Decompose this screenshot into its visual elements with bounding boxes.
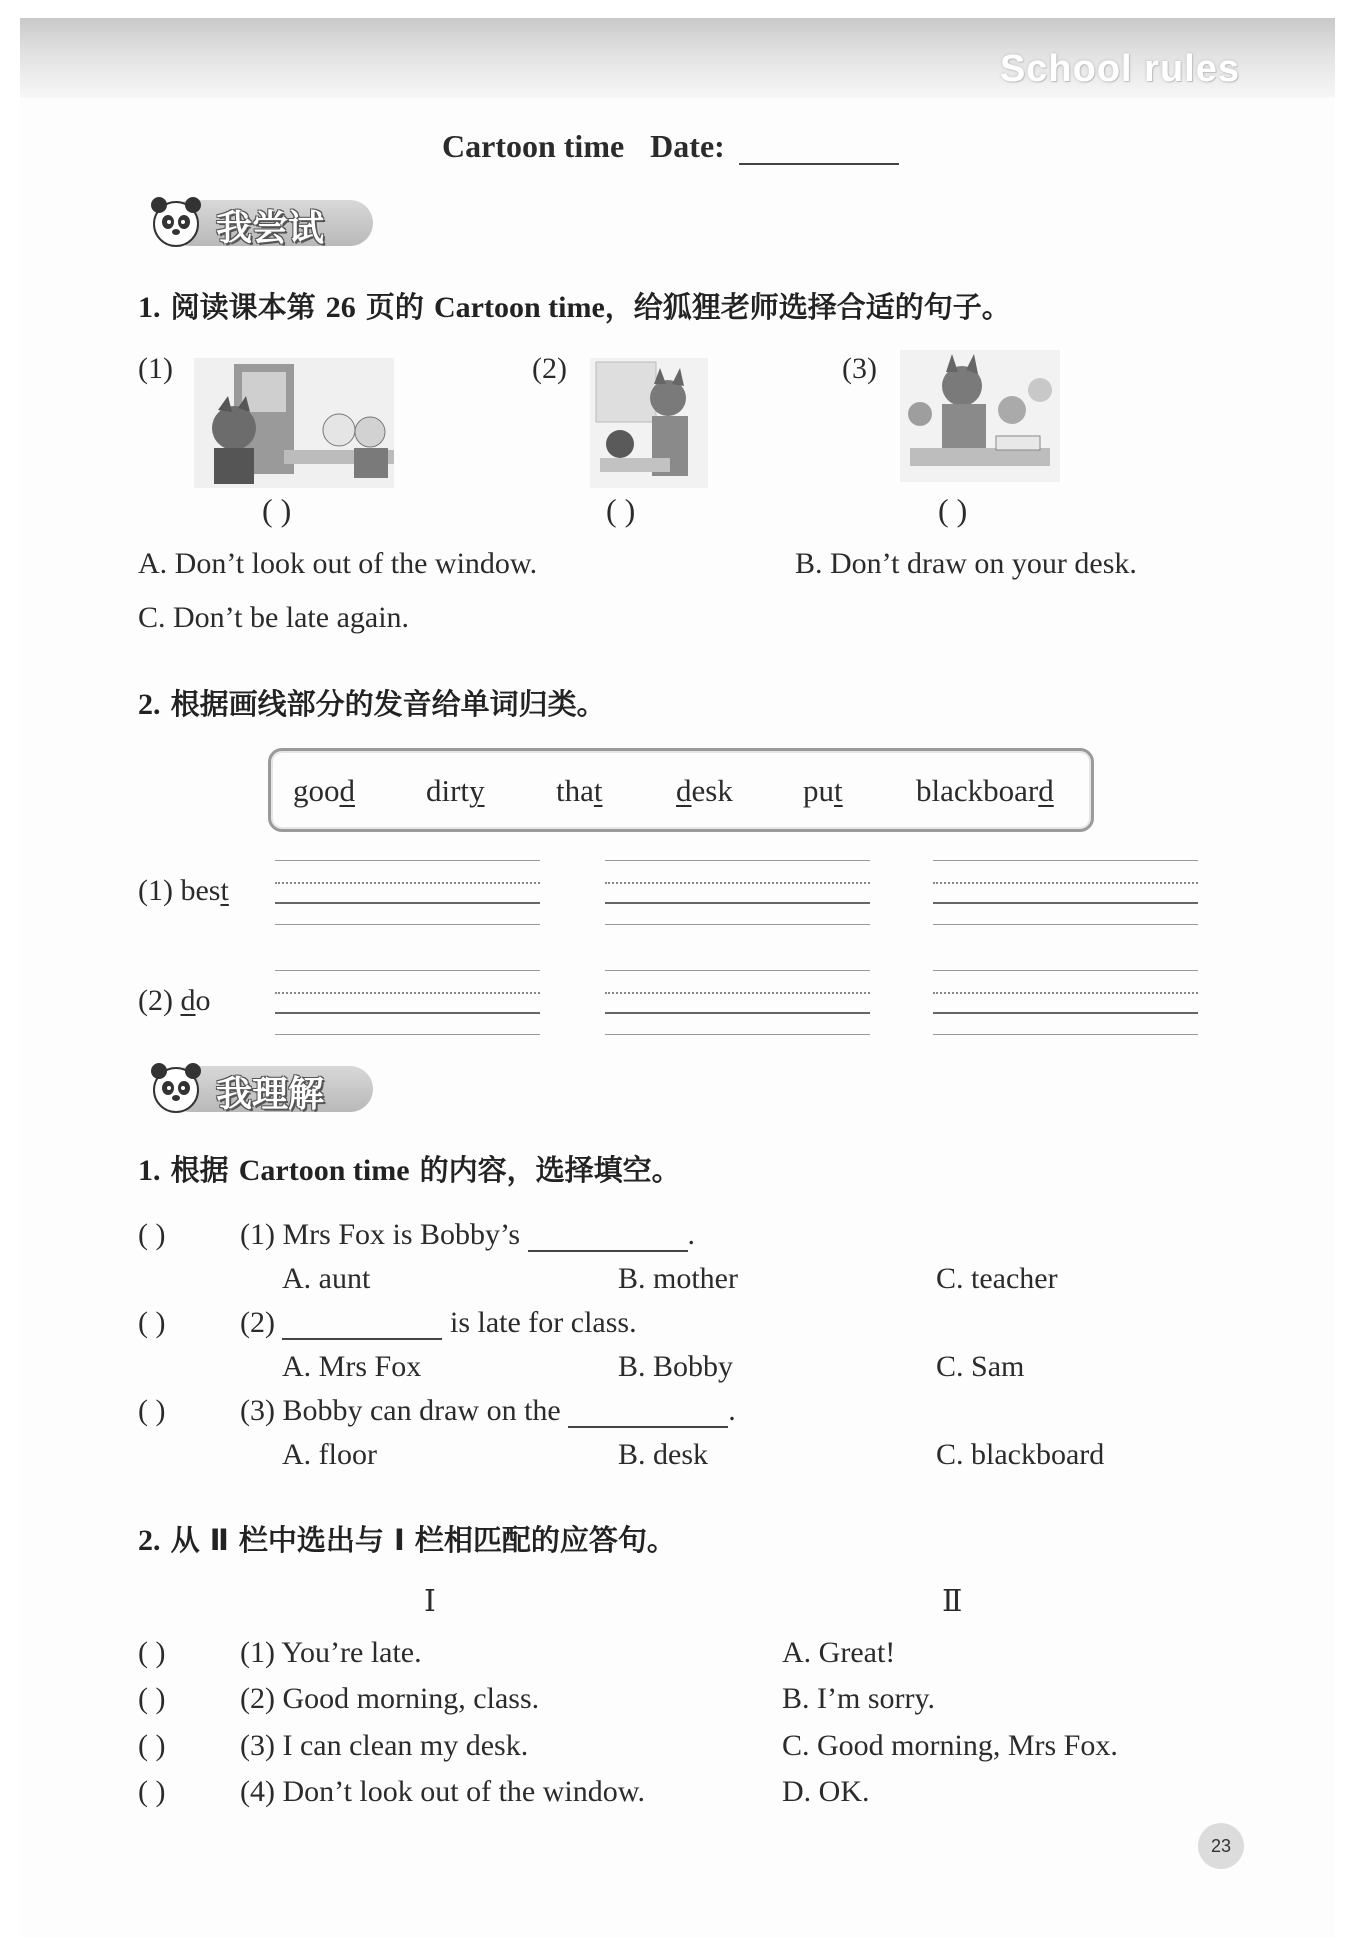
word-bank [268, 748, 1094, 832]
title-part: 根据 [170, 1153, 229, 1187]
fox-at-window-illustration [590, 358, 708, 488]
match-left-2: (2) Good morning, class. [240, 1682, 540, 1715]
mc-option: B. mother [618, 1262, 738, 1295]
match-right-c: C. Good morning, Mrs Fox. [782, 1729, 1118, 1762]
mc-option: C. teacher [936, 1262, 1058, 1295]
match-right-b: B. I’m sorry. [782, 1682, 936, 1715]
title-part: 阅读课本第 [170, 290, 316, 324]
mc-option: C. Sam [936, 1350, 1025, 1383]
option-b: B. Don’t draw on your desk. [795, 547, 1137, 580]
match-left-1: (1) You’re late. [240, 1636, 422, 1669]
question-number: 2. [138, 688, 161, 721]
question-number: 1. [138, 291, 161, 324]
section-badge-understand [138, 1058, 378, 1116]
answer-paren[interactable]: ( ) [138, 1306, 166, 1339]
page-title [442, 128, 899, 165]
panda-icon [146, 1058, 206, 1118]
answer-paren[interactable]: ( ) [138, 1682, 166, 1715]
answer-paren[interactable]: ( ) [138, 1394, 166, 1427]
answer-paren[interactable]: ( ) [138, 1729, 166, 1762]
section-badge-try [138, 192, 378, 250]
s1-q1-title [138, 285, 1011, 326]
unit-label: School rules [999, 48, 1240, 90]
fill-blank[interactable] [282, 1338, 442, 1340]
question-number: 1. [138, 1154, 161, 1187]
answer-paren[interactable]: ( ) [138, 1636, 166, 1669]
mc-option: C. blackboard [936, 1438, 1105, 1471]
match-left-3: (3) I can clean my desk. [240, 1729, 529, 1762]
option-c: C. Don’t be late again. [138, 601, 410, 634]
mc-option: A. aunt [282, 1262, 371, 1295]
page-ref: 26 [325, 291, 356, 324]
category-row-1-label: (1) best [138, 874, 229, 907]
badge-text: 我理解 [216, 1074, 325, 1115]
picture-label-1: (1) [138, 352, 173, 385]
title-part: 从 Ⅱ 栏中选出与 Ⅰ 栏相匹配的应答句。 [170, 1523, 676, 1557]
word-blackboard: blackboard [916, 773, 1054, 808]
s1-q2-title [138, 682, 606, 723]
s2-q2-title [138, 1518, 676, 1559]
fill-blank[interactable] [568, 1426, 728, 1428]
picture-label-3: (3) [842, 352, 877, 385]
date-blank[interactable] [739, 163, 899, 165]
option-a: A. Don’t look out of the window. [138, 547, 538, 580]
picture-answer-3[interactable]: ( ) [938, 492, 968, 528]
word-dirty: dirty [426, 773, 485, 808]
fill-blank[interactable] [528, 1250, 688, 1252]
classroom-door-illustration [194, 358, 394, 488]
mc-item-3-stem: (3) Bobby can draw on the . [240, 1394, 736, 1427]
picture-answer-2[interactable]: ( ) [606, 492, 636, 528]
title-part: 的内容，选择填空。 [419, 1153, 681, 1187]
mc-option: A. floor [282, 1438, 377, 1471]
answer-paren[interactable]: ( ) [138, 1775, 166, 1808]
title-part: 页的 [365, 290, 424, 324]
title-part: Cartoon time [238, 1154, 410, 1187]
date-label: Date: [650, 128, 725, 164]
word-that: that [556, 773, 603, 808]
question-number: 2. [138, 1524, 161, 1557]
mc-option: B. desk [618, 1438, 708, 1471]
match-right-a: A. Great! [782, 1636, 896, 1669]
mc-item-1-stem: (1) Mrs Fox is Bobby’s . [240, 1218, 696, 1251]
picture-label-2: (2) [532, 352, 567, 385]
title-part: 根据画线部分的发音给单词归类。 [170, 687, 606, 721]
badge-text: 我尝试 [216, 208, 325, 249]
word-good: good [293, 773, 355, 808]
answer-paren[interactable]: ( ) [138, 1218, 166, 1251]
word-put: put [803, 773, 843, 808]
panda-icon [146, 192, 206, 252]
column-header-1: Ⅰ [424, 1585, 436, 1618]
page-number: 23 [1198, 1823, 1244, 1869]
fox-at-desk-illustration [900, 350, 1060, 482]
mc-option: B. Bobby [618, 1350, 734, 1383]
title-part: ，给狐狸老师选择合适的句子。 [604, 290, 1011, 324]
mc-option: A. Mrs Fox [282, 1350, 422, 1383]
match-right-d: D. OK. [782, 1775, 870, 1808]
column-header-2: Ⅱ [942, 1585, 963, 1618]
s2-q1-title [138, 1148, 681, 1189]
word-desk: desk [676, 773, 733, 808]
mc-item-2-stem: (2) is late for class. [240, 1306, 637, 1339]
title-part: Cartoon time [433, 291, 605, 324]
category-row-2-label: (2) do [138, 984, 211, 1017]
title-text: Cartoon time [442, 128, 625, 164]
match-left-4: (4) Don’t look out of the window. [240, 1775, 645, 1808]
picture-answer-1[interactable]: ( ) [262, 492, 292, 528]
